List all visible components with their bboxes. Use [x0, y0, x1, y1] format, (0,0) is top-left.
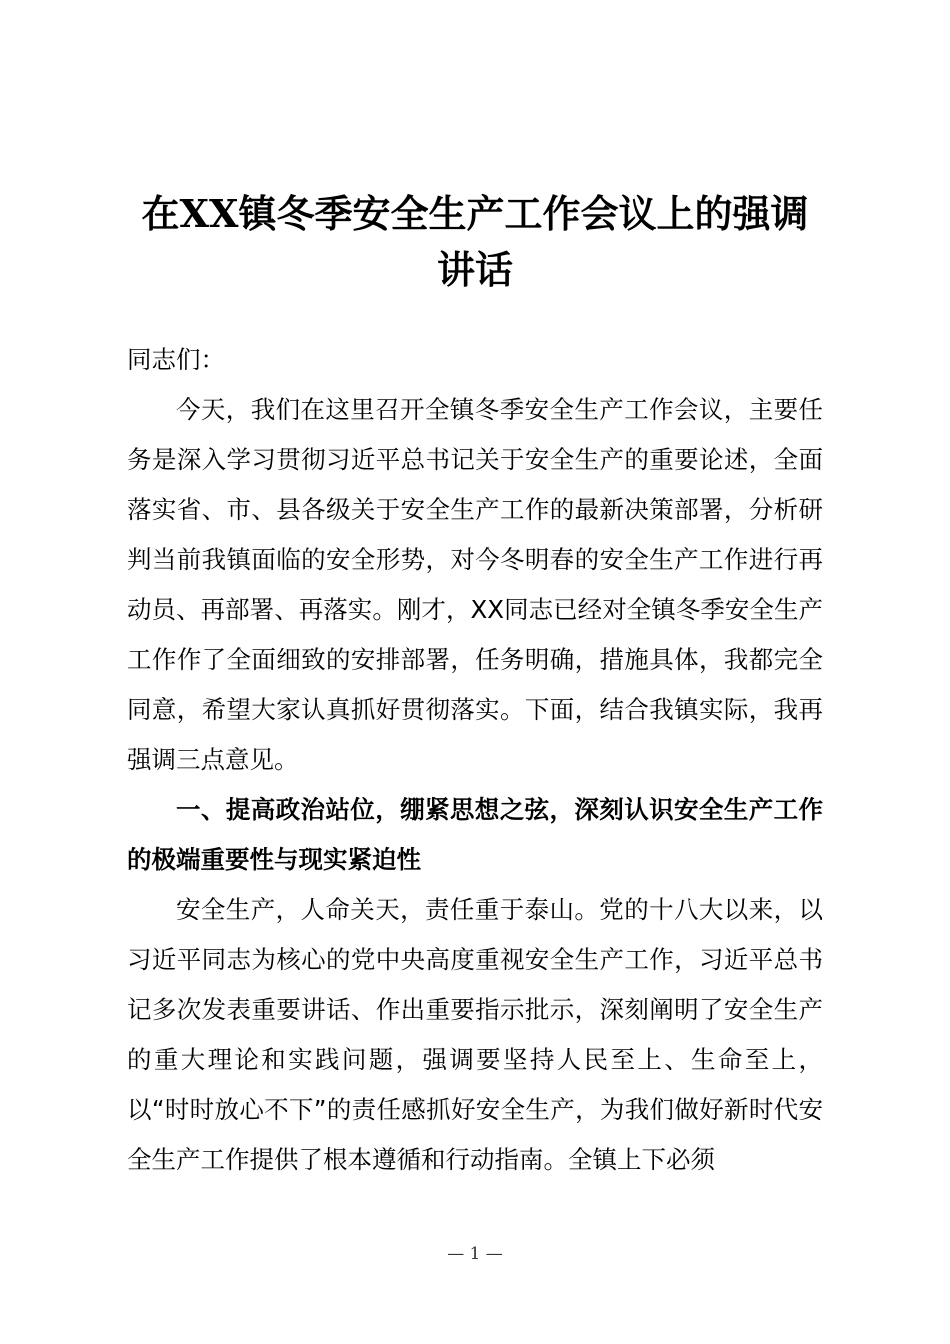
- title-line-1: 在XX镇冬季安全生产工作会议上的强调: [141, 191, 809, 236]
- title-line-2: 讲话: [436, 247, 513, 292]
- paragraph-section-1: 安全生产，人命关天，责任重于泰山。党的十八大以来，以习近平同志为核心的党中央高度重视安全生产工作，习近平总书记多次发表重要讲话、作出重要指示批示，深刻阐明了安全生产的重大理论和实践问题，强调要坚持人民至上、生命至上，以“时时放心不下”的责任感抓好安全生产，为我们做好新时代安全生产工作提供了根本遵循和行动指南。全镇上下必须: [127, 895, 823, 1174]
- document-body: [127, 335, 823, 1185]
- section-heading-1: 一、提高政治站位，绷紧思想之弦，深刻认识安全生产工作的极端重要性与现实紧迫性: [127, 795, 823, 874]
- page-number: — 1 —: [447, 1244, 503, 1264]
- greeting: 同志们：: [127, 345, 225, 374]
- paragraph-intro: 今天，我们在这里召开全镇冬季安全生产工作会议，主要任务是深入学习贯彻习近平总书记关于安全生产的重要论述，全面落实省、市、县各级关于安全生产工作的最新决策部署，分析研判当前我镇面临的安全形势，对今冬明春的安全生产工作进行再动员、再部署、再落实。刚才，XX同志已经对全镇冬季安全生产工作作了全面细致的安排部署，任务明确，措施具体，我都完全同意，希望大家认真抓好贯彻落实。下面，结合我镇实际，我再强调三点意见。: [127, 395, 823, 774]
- document-title: [120, 186, 830, 298]
